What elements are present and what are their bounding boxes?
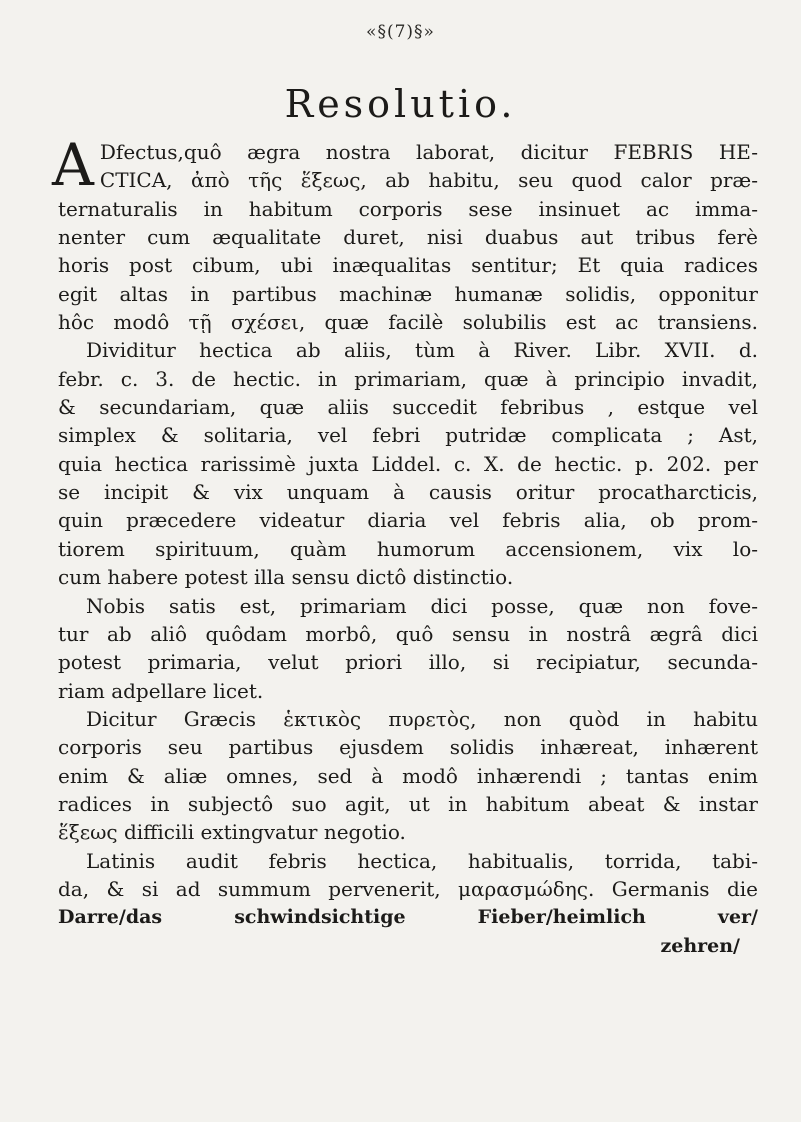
text-line: Dividitur hectica ab aliis, tùm à River. Libr. XVII. d. [86, 338, 758, 363]
text-line: tur ab aliô quôdam morbô, quô sensu in nostrâ ægrâ dici [58, 621, 758, 646]
text-line: riam adpellare licet. [58, 678, 264, 703]
text-line: radices in subjectô suo agit, ut in habitum abeat & instar [58, 791, 758, 816]
text-line: ἕξεως difficili extingvatur negotio. [58, 820, 406, 845]
text-line: enim & aliæ omnes, sed à modô inhærendi ; tantas enim [58, 763, 758, 788]
text-line: quia hectica rarissimè juxta Liddel. c. X. de hectic. p. 202. per [58, 451, 758, 476]
text-line: CTICA, ἀπὸ τῆς ἕξεως, ab habitu, seu quod calor præ- [99, 168, 758, 193]
text-line: & secundariam, quæ aliis succedit febribus , estque vel [58, 395, 758, 420]
text-line: ternaturalis in habitum corporis sese insinuet ac imma- [58, 196, 758, 221]
text-line: febr. c. 3. de hectic. in primariam, quæ à principio invadit, [58, 366, 758, 391]
page-number: «§(7)§» [366, 22, 435, 42]
text-line: zehren/ [660, 934, 740, 957]
text-line: Dicitur Græcis ἑκτικὸς πυρετὸς, non quòd in habitu [86, 706, 758, 731]
text-line: Dfectus,quô ægra nostra laborat, dicitur FEBRIS HE- [99, 140, 758, 164]
text-line: da, & si ad summum pervenerit, μαρασμώδης. Germanis die [58, 876, 758, 901]
text-line: se incipit & vix unquam à causis oritur procatharcticis, [58, 480, 758, 505]
text-line: egit altas in partibus machinæ humanæ solidis, opponitur [58, 281, 758, 306]
text-line: Nobis satis est, primariam dici posse, quæ non fove- [86, 593, 758, 618]
section-heading: Resolutio. [284, 82, 517, 126]
text-line: tiorem spirituum, quàm humorum accensionem, vix lo- [58, 536, 758, 561]
text-line: hôc modô τῇ σχέσει, quæ facilè solubilis est ac transiens. [58, 310, 758, 335]
text-line: nenter cum æqualitate duret, nisi duabus aut tribus ferè [58, 225, 758, 250]
text-line: cum habere potest illa sensu dictô distinctio. [58, 565, 514, 590]
text-line: Darre/das schwindsichtige Fieber/heimlich ver/ [58, 906, 758, 929]
text-line: corporis seu partibus ejusdem solidis inhæreat, inhærent [58, 735, 758, 760]
text-line: potest primaria, velut priori illo, si recipiatur, secunda- [58, 650, 758, 675]
text-line: simplex & solitaria, vel febri putridæ complicata ; Ast, [58, 423, 758, 448]
body-text [52, 131, 758, 960]
text-line: Latinis audit febris hectica, habitualis, torrida, tabi- [86, 848, 758, 873]
text-line: quin præcedere videatur diaria vel febris alia, ob prom- [58, 508, 758, 533]
text-line: horis post cibum, ubi inæqualitas sentitur; Et quia radices [58, 253, 758, 278]
drop-cap: A [52, 131, 94, 199]
